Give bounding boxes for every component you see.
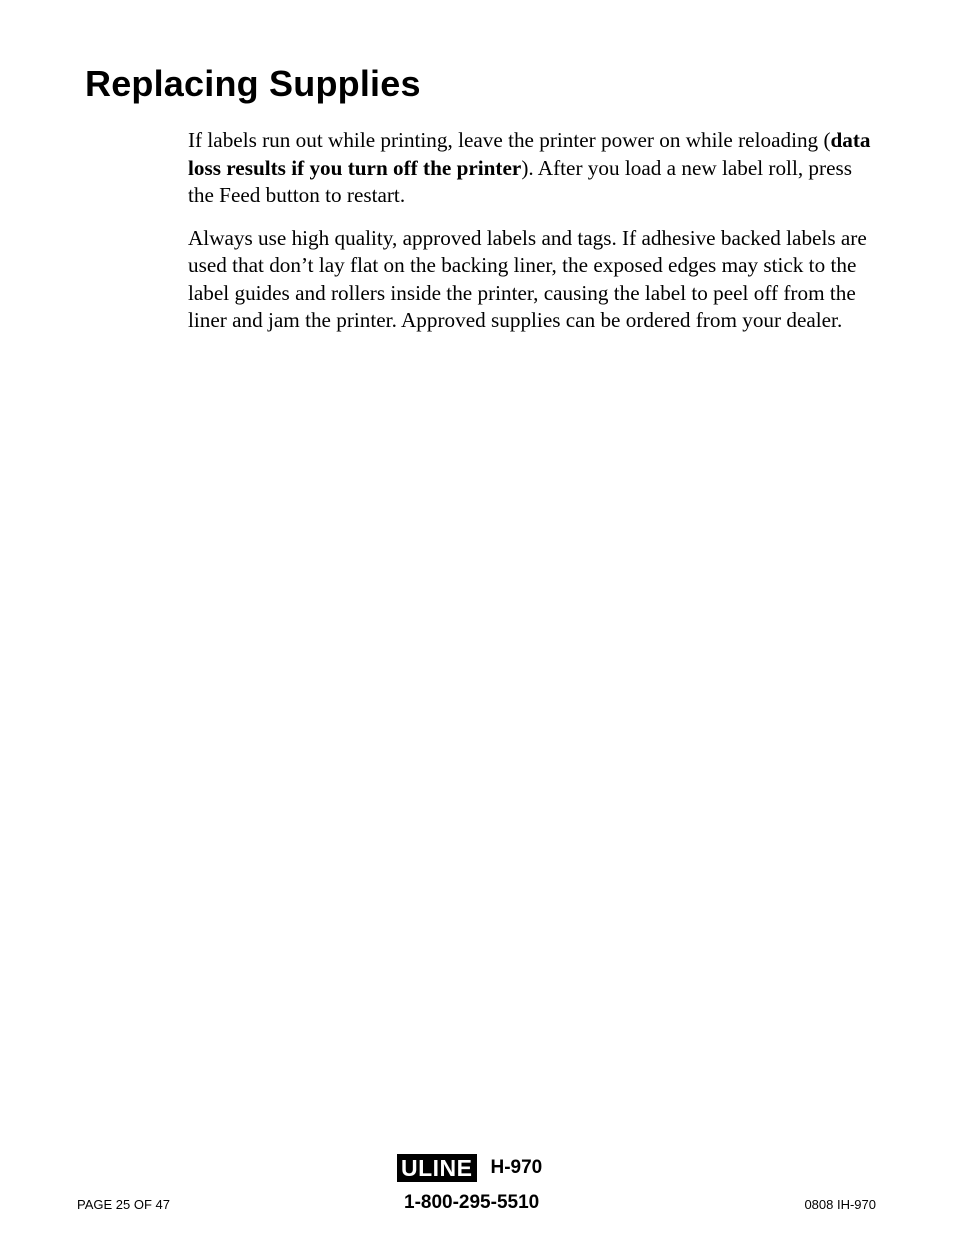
page-number: PAGE 25 OF 47 [77, 1197, 170, 1212]
paragraph-text-start: If labels run out while printing, leave the printer power on while reloading ( [188, 128, 831, 152]
paragraph-power-warning [188, 127, 878, 210]
paragraph-approved-supplies: Always use high quality, approved labels and tags. If adhesive backed labels are used that don’t lay flat on the backing liner, the exposed edges may stick to the label guides and rollers inside the printer, causing the label to peel off from the liner and jam the printer. Approved supplies can be ordered from your dealer. [188, 225, 867, 332]
paragraph-text-end: ). After you load a new label roll, press the Feed button to restart. [188, 155, 852, 207]
model-number: H-970 [490, 1157, 543, 1178]
uline-logo: ULINE [397, 1154, 477, 1182]
page-title: Replacing Supplies [85, 63, 421, 104]
body-content [188, 127, 878, 350]
footer-brand [397, 1153, 542, 1183]
phone-number: 1-800-295-5510 [404, 1192, 540, 1213]
document-code: 0808 IH-970 [804, 1197, 876, 1212]
data-loss-warning: data loss results if you turn off the printer [188, 128, 871, 180]
